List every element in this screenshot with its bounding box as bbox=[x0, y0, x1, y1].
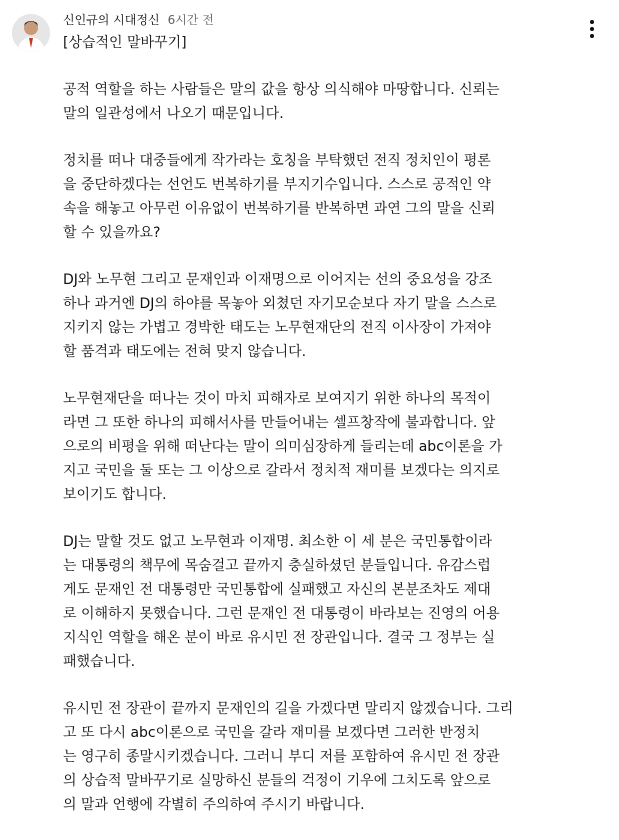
text-line: 정치를 떠나 대중들에게 작가라는 호칭을 부탁했던 전직 정치인이 평론 bbox=[63, 153, 491, 169]
post-header bbox=[63, 11, 214, 28]
text-line: 할 수 있을까요? bbox=[63, 225, 161, 241]
text-line: 지키지 않는 가볍고 경박한 태도는 노무현재단의 전직 이사장이 가져야 bbox=[63, 320, 491, 336]
post-time[interactable]: 6시간 전 bbox=[167, 13, 214, 27]
text-line: 속을 해놓고 아무런 이유없이 번복하기를 반복하면 과연 그의 말을 신뢰 bbox=[63, 201, 496, 217]
paragraph bbox=[63, 387, 608, 507]
paragraph bbox=[63, 268, 608, 364]
more-vertical-icon[interactable] bbox=[582, 20, 602, 42]
text-line: 말의 일관성에서 나오기 때문입니다. bbox=[63, 106, 284, 122]
text-line: 유시민 전 장관이 끝까지 문재인의 길을 가겠다면 말리지 않겠습니다. 그리 bbox=[63, 701, 514, 717]
text-line: 는 영구히 종말시키겠습니다. 그러니 부디 저를 포함하여 유시민 전 장관 bbox=[63, 749, 500, 765]
text-line: 는 대통령의 책무에 목숨걸고 끝까지 충실하셨던 분들입니다. 유감스럽 bbox=[63, 558, 491, 574]
text-line: DJ와 노무현 그리고 문재인과 이재명으로 이어지는 선의 중요성을 강조 bbox=[63, 272, 493, 288]
text-line: 의 상습적 말바꾸기로 실망하신 분들의 걱정이 기우에 그치도록 앞으로 bbox=[63, 773, 491, 789]
paragraph bbox=[63, 78, 608, 126]
text-line: 라면 그 또한 하나의 피해서사를 만들어내는 셀프창작에 불과합니다. 앞 bbox=[63, 415, 496, 431]
text-line: 의 말과 언행에 각별히 주의하여 주시기 바랍니다. bbox=[63, 797, 365, 813]
paragraph bbox=[63, 149, 608, 245]
text-line: 으로의 비평을 위해 떠난다는 말이 의미심장하게 들리는데 abc이론을 가 bbox=[63, 439, 503, 455]
text-line: 할 품격과 태도에는 전혀 맞지 않습니다. bbox=[63, 344, 307, 360]
author-name[interactable]: 신인규의 시대정신 bbox=[63, 13, 160, 27]
post-title: [상습적인 말바꾸기] bbox=[63, 35, 187, 51]
avatar[interactable] bbox=[12, 14, 50, 52]
text-line: 지식인 역할을 해온 분이 바로 유시민 전 장관입니다. 결국 그 정부는 실 bbox=[63, 630, 496, 646]
text-line: 패했습니다. bbox=[63, 654, 136, 670]
post-body bbox=[63, 78, 608, 840]
text-line: 하나 과거엔 DJ의 하야를 목놓아 외쳤던 자기모순보다 자기 말을 스스로 bbox=[63, 296, 497, 312]
text-line: 로 이해하지 못했습니다. 그런 문재인 전 대통령이 바라보는 진영의 어용 bbox=[63, 606, 500, 622]
text-line: 게도 문재인 전 대통령만 국민통합에 실패했고 자신의 본분조차도 제대 bbox=[63, 582, 491, 598]
text-line: 고 또 다시 abc이론으로 국민을 갈라 재미를 보겠다면 그러한 반정치 bbox=[63, 725, 480, 741]
text-line: 을 중단하겠다는 선언도 번복하기를 부지기수입니다. 스스로 공적인 약 bbox=[63, 177, 491, 193]
text-line: DJ는 말할 것도 없고 노무현과 이재명. 최소한 이 세 분은 국민통합이라 bbox=[63, 534, 493, 550]
text-line: 노무현재단을 떠나는 것이 마치 피해자로 보여지기 위한 하나의 목적이 bbox=[63, 391, 491, 407]
text-line: 공적 역할을 하는 사람들은 말의 값을 항상 의식해야 마땅합니다. 신뢰는 bbox=[63, 82, 500, 98]
text-line: 보이기도 합니다. bbox=[63, 487, 167, 503]
paragraph bbox=[63, 697, 608, 817]
paragraph bbox=[63, 530, 608, 674]
text-line: 지고 국민을 둘 또는 그 이상으로 갈라서 정치적 재미를 보겠다는 의지로 bbox=[63, 463, 500, 479]
profile-photo-icon bbox=[12, 14, 50, 52]
